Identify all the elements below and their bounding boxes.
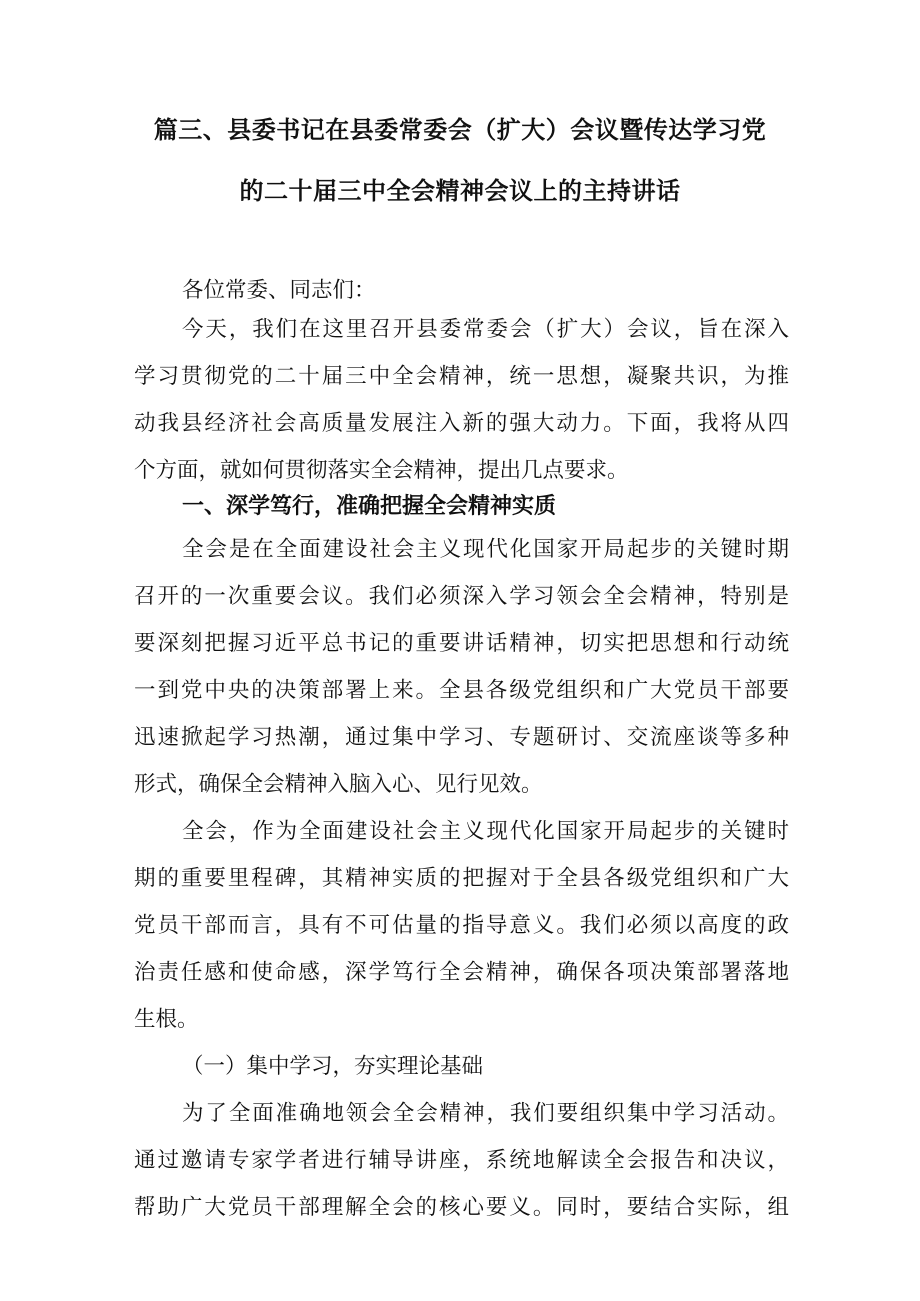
para1-line-4: 一到党中央的决策部署上来。全县各级党组织和广大党员干部要 (134, 678, 789, 703)
para3-line-3: 帮助广大党员干部理解全会的核心要义。同时，要结合实际，组 (134, 1195, 789, 1220)
intro-line-1: 今天，我们在这里召开县委常委会（扩大）会议，旨在深入 (182, 317, 789, 342)
document-title-line-1: 篇三、县委书记在县委常委会（扩大）会议暨传达学习党 (153, 116, 767, 144)
para1-line-2: 召开的一次重要会议。我们必须深入学习领会全会精神，特别是 (134, 584, 789, 609)
subsection-heading: （一）集中学习，夯实理论基础 (182, 1054, 484, 1079)
para2-line-1: 全会，作为全面建设社会主义现代化国家开局起步的关键时 (182, 819, 789, 844)
para2-line-5: 生根。 (134, 1007, 199, 1032)
para3-line-1: 为了全面准确地领会全会精神，我们要组织集中学习活动。 (182, 1101, 789, 1126)
para2-line-4: 治责任感和使命感，深学笃行全会精神，确保各项决策部署落地 (134, 960, 789, 985)
para1-line-5: 迅速掀起学习热潮，通过集中学习、专题研讨、交流座谈等多种 (134, 725, 789, 750)
salutation: 各位常委、同志们： (182, 278, 376, 303)
para1-line-3: 要深刻把握习近平总书记的重要讲话精神，切实把思想和行动统 (134, 631, 789, 656)
intro-line-2: 学习贯彻党的二十届三中全会精神，统一思想，凝聚共识，为推 (134, 364, 789, 389)
section-heading: 一、深学笃行，准确把握全会精神实质 (182, 494, 557, 519)
intro-line-3: 动我县经济社会高质量发展注入新的强大动力。下面，我将从四 (134, 411, 789, 436)
para3-line-2: 通过邀请专家学者进行辅导讲座，系统地解读全会报告和决议， (134, 1148, 789, 1173)
para1-line-1: 全会是在全面建设社会主义现代化国家开局起步的关键时期 (182, 537, 789, 562)
document-title-line-2: 的二十届三中全会精神会议上的主持讲话 (239, 177, 681, 205)
para1-line-6: 形式，确保全会精神入脑入心、见行见效。 (134, 772, 543, 797)
intro-line-4: 个方面，就如何贯彻落实全会精神，提出几点要求。 (134, 458, 629, 483)
para2-line-3: 党员干部而言，具有不可估量的指导意义。我们必须以高度的政 (134, 913, 789, 938)
para2-line-2: 期的重要里程碑，其精神实质的把握对于全县各级党组织和广大 (134, 866, 789, 891)
